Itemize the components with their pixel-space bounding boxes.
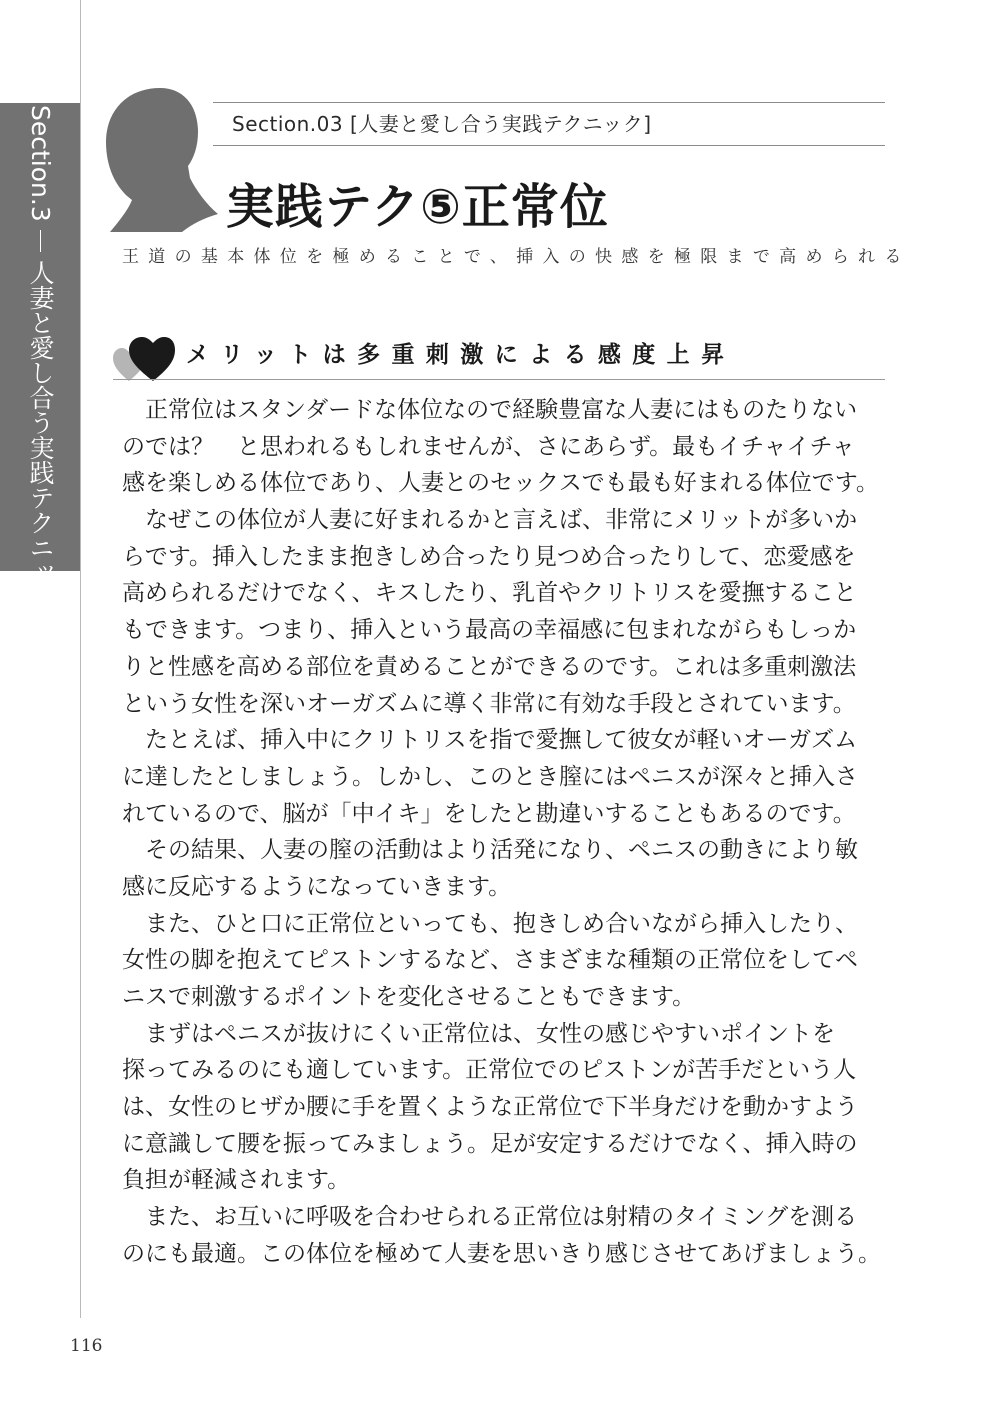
- body-line: 負担が軽減されます。: [122, 1167, 351, 1194]
- body-line: また、ひと口に正常位といっても、抱きしめ合いながら挿入したり、: [122, 910, 858, 937]
- section-heading: メリットは多重刺激による感度上昇: [186, 342, 736, 368]
- woman-silhouette-icon: [98, 86, 228, 236]
- body-line: は、女性のヒザか腰に手を置くような正常位で下半身だけを動かすよう: [122, 1094, 858, 1121]
- page-subtitle: 王道の基本体位を極めることで、挿入の快感を極限まで高められる: [122, 247, 911, 267]
- body-line: なぜこの体位が人妻に好まれるかと言えば、非常にメリットが多いか: [122, 507, 858, 534]
- heading-rule: [113, 379, 885, 380]
- body-line: その結果、人妻の膣の活動はより活発になり、ペニスの動きにより敏: [122, 837, 858, 864]
- body-line: 高められるだけでなく、キスしたり、乳首やクリトリスを愛撫すること: [122, 580, 857, 607]
- body-line: に意識して腰を振ってみましょう。足が安定するだけでなく、挿入時の: [122, 1130, 858, 1157]
- body-text: [122, 392, 892, 1273]
- body-line: もできます。つまり、挿入という最高の幸福感に包まれながらもしっか: [122, 617, 857, 644]
- body-line: のにも最適。この体位を極めて人妻を思いきり感じさせてあげましょう。: [122, 1240, 881, 1267]
- page-number: 116: [70, 1336, 103, 1356]
- side-tab-divider: [40, 230, 41, 252]
- header-rule-top: [213, 102, 885, 103]
- body-line: のでは？ と思われるもしれませんが、さにあらず。最もイチャイチャ: [122, 433, 855, 460]
- body-line: また、お互いに呼吸を合わせられる正常位は射精のタイミングを測る: [122, 1204, 858, 1231]
- body-line: 感に反応するようになっていきます。: [122, 873, 512, 900]
- section-label: Section.03 [人妻と愛し合う実践テクニック]: [232, 112, 652, 136]
- side-tab-label: [20, 105, 60, 610]
- page-title: 実践テク⑤正常位: [226, 179, 609, 235]
- header-rule-bottom: [213, 145, 885, 146]
- body-line: ニスで刺激するポイントを変化させることもできます。: [122, 984, 696, 1010]
- body-line: に達したとしましょう。しかし、このとき膣にはペニスが深々と挿入さ: [122, 763, 858, 790]
- hearts-icon: [113, 331, 175, 383]
- body-line: れているので、脳が「中イキ」をしたと勘違いすることもあるのです。: [122, 800, 856, 827]
- body-line: らです。挿入したまま抱きしめ合ったり見つめ合ったりして、恋愛感を: [122, 543, 856, 570]
- body-line: 感を楽しめる体位であり、人妻とのセックスでも最も好まれる体位です。: [122, 470, 879, 497]
- margin-rule: [80, 0, 81, 1318]
- body-line: 女性の脚を抱えてピストンするなど、さまざまな種類の正常位をしてペ: [122, 947, 858, 974]
- body-line: という女性を深いオーガズムに導く非常に有効な手段とされています。: [122, 690, 856, 717]
- body-line: りと性感を高める部位を責めることができるのです。これは多重刺激法: [122, 653, 857, 680]
- body-line: 探ってみるのにも適しています。正常位でのピストンが苦手だという人: [122, 1057, 857, 1084]
- body-line: 正常位はスタンダードな体位なので経験豊富な人妻にはものたりない: [122, 397, 858, 423]
- body-line: たとえば、挿入中にクリトリスを指で愛撫して彼女が軽いオーガズム: [122, 727, 858, 754]
- body-line: まずはペニスが抜けにくい正常位は、女性の感じやすいポイントを: [122, 1020, 835, 1047]
- side-tab-section: Section.3: [26, 105, 55, 222]
- side-tab-title: 人妻と愛し合う実践テクニック: [26, 259, 55, 610]
